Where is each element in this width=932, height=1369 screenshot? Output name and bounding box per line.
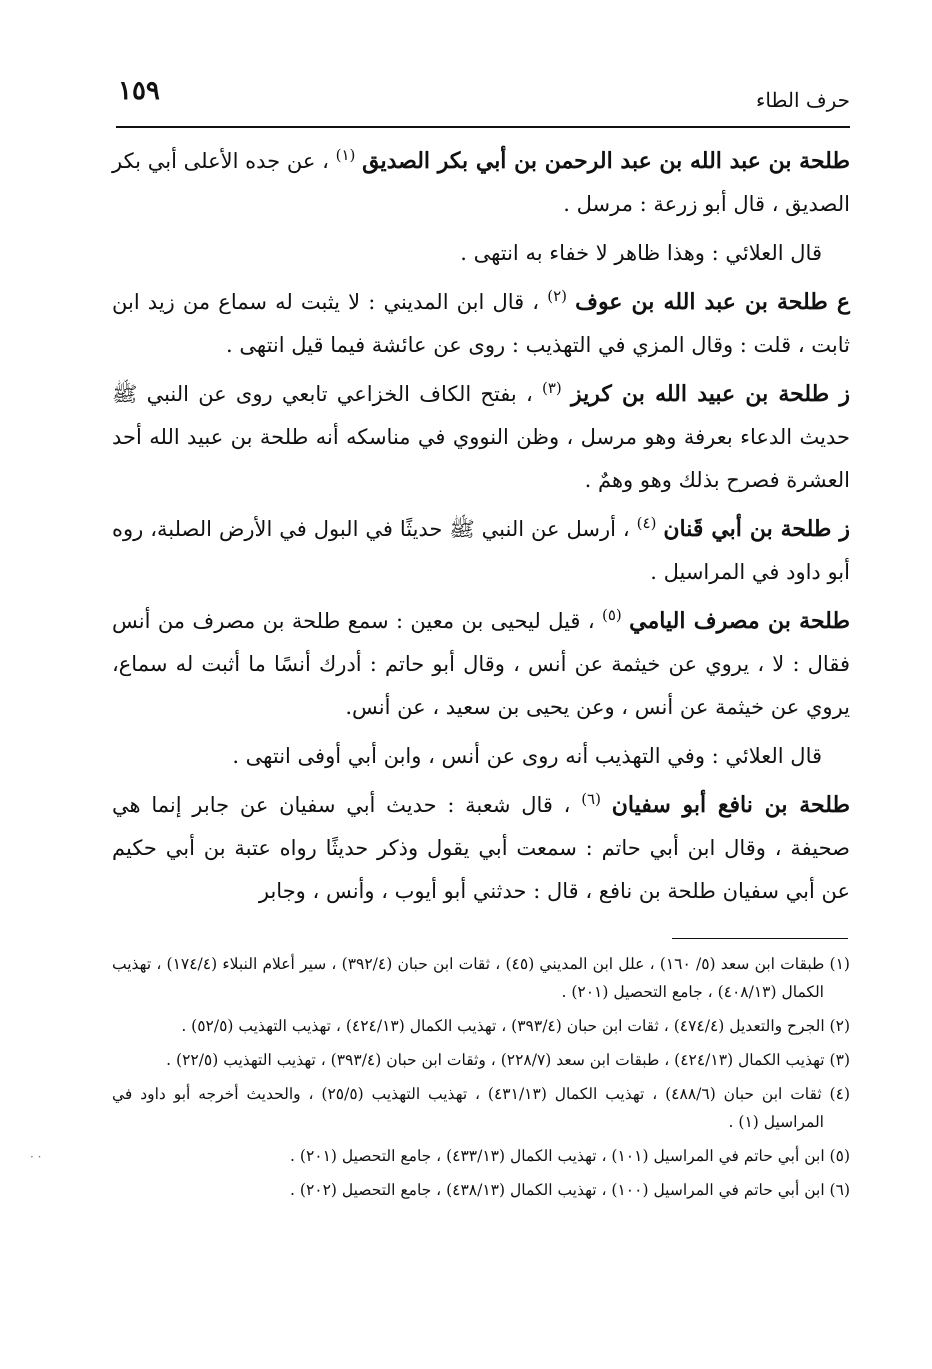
footnote-ref: (٥): [602, 606, 622, 624]
footnote-ref: (٤): [636, 514, 657, 532]
narrator-name: ز طلحة بن عبيد الله بن كريز: [570, 381, 850, 407]
entry-talha-ibn-abdullah-ibn-awf: [112, 281, 850, 367]
entry-text: ، قال شعبة : حديث أبي سفيان عن جابر إنما هي صحيفة ، وقال ابن أبي حاتم : سمعت أبي يقول وذكر حديثًا رواه عتبة بن أبي حكيم عن أبي سفيان طلحة بن نافع ، قال : حدثني أبو أيوب ، وأنس ، وجابر: [112, 793, 850, 903]
footnote-1: (١) طبقات ابن سعد (٥/ ١٦٠) ، علل ابن المديني (٤٥) ، ثقات ابن حبان (٣٩٢/٤) ، سير أعلام النبلاء (١٧٤/٤) ، تهذيب الكمال (٤٠٨/١٣) ، جامع التحصيل (٢٠١) .: [112, 955, 850, 1001]
footnote-5: (٥) ابن أبي حاتم في المراسيل (١٠١) ، تهذيب الكمال (٤٣٣/١٣) ، جامع التحصيل (٢٠١) .: [290, 1147, 850, 1165]
entry-talha-ibn-musarrif: [112, 600, 850, 729]
footnote-6: (٦) ابن أبي حاتم في المراسيل (١٠٠) ، تهذيب الكمال (٤٣٨/١٣) ، جامع التحصيل (٢٠٢) .: [290, 1181, 850, 1199]
entry-text: ، قال ابن المديني : لا يثبت له سماع من زيد ابن ثابت ، قلت : وقال المزي في التهذيب : روى عن عائشة فيما قيل انتهى .: [112, 290, 850, 357]
narrator-name: ع طلحة بن عبد الله بن عوف: [575, 289, 850, 315]
entry-talha-ibn-ubaydullah-ibn-kariz: [112, 373, 850, 502]
entry-alalai-comment: [112, 232, 850, 275]
footnote-ref: (٣): [541, 379, 562, 397]
narrator-name: ز طلحة بن أبي قَنان: [663, 516, 850, 542]
entry-text: قال العلائي : وهذا ظاهر لا خفاء به انتهى .: [460, 241, 822, 265]
entry-text: ، أرسل عن النبي ﷺ حديثًا في البول في الأرض الصلبة، روه أبو داود في المراسيل .: [112, 517, 850, 584]
narrator-name: طلحة بن مصرف اليامي: [629, 608, 850, 634]
footnote-ref: (٢): [547, 287, 567, 305]
running-title: حرف الطاء: [755, 88, 850, 112]
entry-talha-ibn-abdullah-ibn-abdurrahman: [112, 140, 850, 226]
entry-text: قال العلائي : وفي التهذيب أنه روى عن أنس ، وابن أبي أوفى انتهى .: [232, 744, 822, 768]
entry-talha-ibn-nafi: [112, 784, 850, 913]
entry-text: ، قيل ليحيى بن معين : سمع طلحة بن مصرف من أنس فقال : لا ، يروي عن خيثمة عن أنس ، وقال أبو حاتم : أدرك أنسًا ما أثبت له سماع، يروي عن خيثمة عن أنس ، وعن يحيى بن سعيد ، عن أنس.: [112, 609, 850, 719]
entry-alalai-comment-2: [112, 735, 850, 778]
footnote-rule: [672, 938, 848, 939]
entry-talha-ibn-abi-qanan: [112, 508, 850, 594]
footnote-2: (٢) الجرح والتعديل (٤٧٤/٤) ، ثقات ابن حبان (٣٩٣/٤) ، تهذيب الكمال (٤٢٤/١٣) ، تهذيب التهذيب (٥٢/٥) .: [181, 1017, 850, 1035]
entry-text: ، بفتح الكاف الخزاعي تابعي روى عن النبي ﷺ حديث الدعاء بعرفة وهو مرسل ، وظن النووي في مناسكه أنه طلحة بن عبيد الله أحد العشرة فصرح بذلك وهو وهمٌ .: [112, 382, 850, 492]
margin-specks: · ·: [30, 1150, 42, 1164]
entry-text: ، عن جده الأعلى أبي بكر الصديق ، قال أبو زرعة : مرسل .: [112, 149, 850, 216]
narrator-name: طلحة بن نافع أبو سفيان: [611, 792, 850, 818]
footnote-3: (٣) تهذيب الكمال (٤٢٤/١٣) ، طبقات ابن سعد (٢٢٨/٧) ، وثقات ابن حبان (٣٩٣/٤) ، تهذيب التهذيب (٢٢/٥) .: [166, 1051, 850, 1069]
footnote-ref: (٦): [581, 790, 601, 808]
main-text: [112, 140, 850, 919]
footnotes: [112, 950, 850, 1210]
footnote-4: (٤) ثقات ابن حبان (٤٨٨/٦) ، تهذيب الكمال (٤٣١/١٣) ، تهذيب التهذيب (٢٥/٥) ، والحديث أخرجه أبو داود في المراسيل (١) .: [112, 1085, 850, 1131]
page-header: [118, 76, 850, 120]
header-rule: [116, 126, 850, 128]
page-number: ١٥٩: [118, 76, 160, 106]
narrator-name: طلحة بن عبد الله بن عبد الرحمن بن أبي بكر الصديق: [362, 148, 850, 174]
footnote-ref: (١): [335, 146, 356, 164]
